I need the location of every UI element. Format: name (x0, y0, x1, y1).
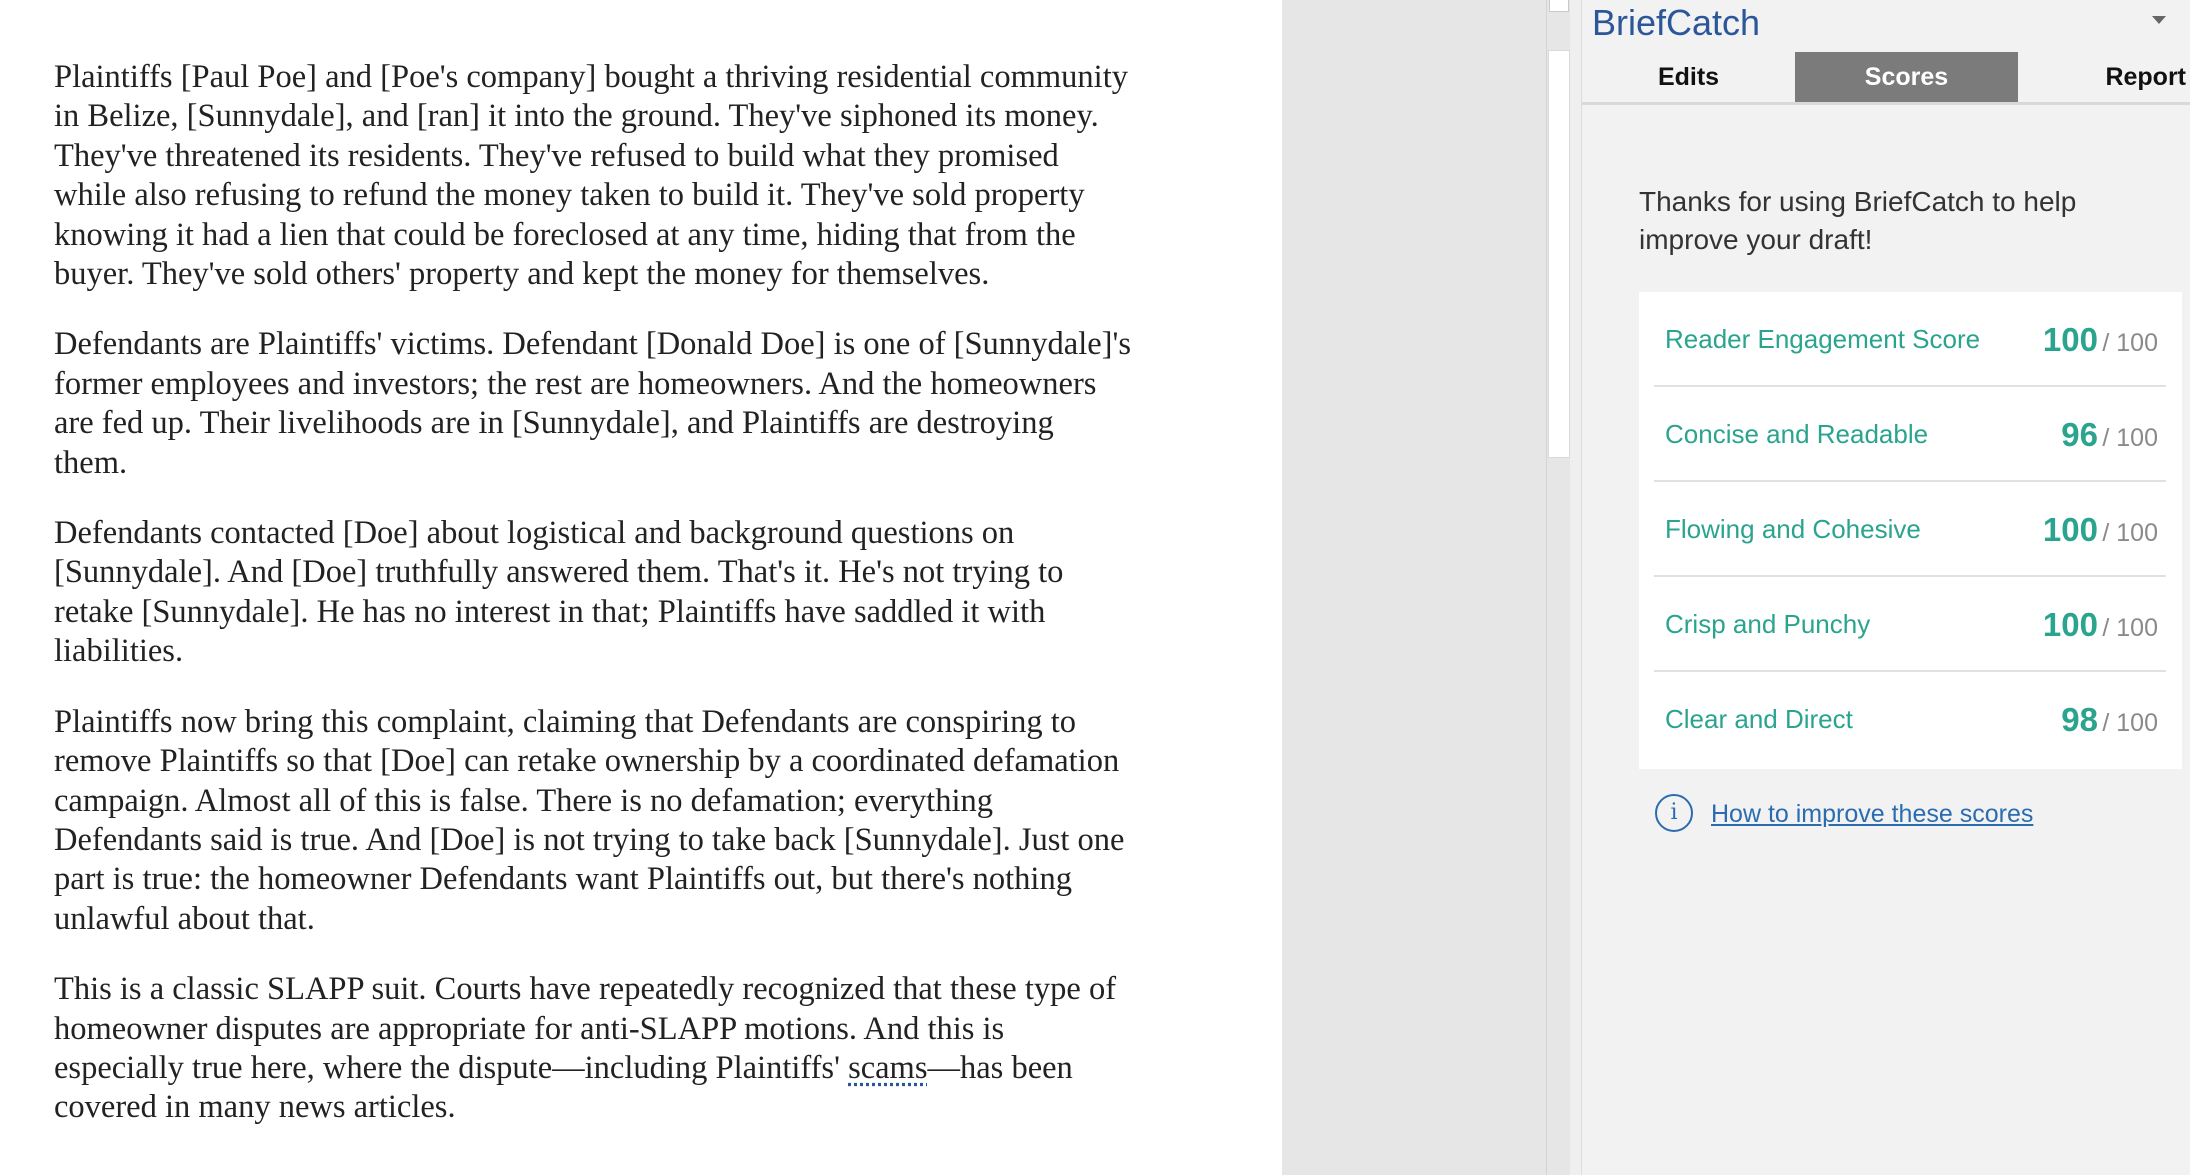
score-number: 96 (2061, 416, 2098, 453)
scroll-thumb[interactable] (1548, 50, 1570, 458)
paragraph-5-text-after: —has been covered in many news articles. (54, 1049, 1073, 1126)
page-margin-background (1282, 0, 1546, 1175)
score-label: Crisp and Punchy (1665, 609, 1871, 639)
score-number: 100 (2042, 511, 2098, 548)
intro-text: Thanks for using BriefCatch to help improve your draft! (1639, 186, 2077, 255)
scroll-up-button[interactable] (1549, 0, 1569, 12)
score-value (2043, 577, 2158, 679)
pane-title: BriefCatch (1592, 2, 1761, 43)
info-icon[interactable]: i (1655, 794, 1693, 832)
paragraph-5-text-before: This is a classic SLAPP suit. Courts have repeatedly recognized that these type of homeowner disputes are appropriate for anti-SLAPP motions. And this is especially true here, where the dispute—including Plaintiffs' (54, 971, 1117, 1086)
paragraph-3[interactable]: Defendants contacted [Doe] about logistical and background questions on [Sunnydale]. And [Doe] truthfully answered them. That's it. He's not trying to retake [Sunnydale]. He has no interest in that; Plaintiffs have saddled it with liabilities. (54, 515, 1064, 670)
score-row (1654, 292, 2166, 387)
score-row (1654, 672, 2166, 767)
score-label: Reader Engagement Score (1665, 324, 1981, 354)
score-max: / 100 (2102, 709, 2158, 737)
score-label: Flowing and Cohesive (1665, 514, 1921, 544)
pane-resize-handle[interactable] (1570, 0, 1582, 1175)
score-number: 98 (2061, 701, 2098, 738)
score-label: Clear and Direct (1665, 704, 1853, 734)
score-label: Concise and Readable (1665, 419, 1929, 449)
flagged-word[interactable]: scams (848, 1049, 928, 1086)
tab-edits[interactable]: Edits (1657, 63, 1720, 91)
score-row (1654, 482, 2166, 577)
tab-scores[interactable]: Scores (1795, 52, 2018, 102)
score-number: 100 (2042, 606, 2098, 643)
score-max: / 100 (2102, 329, 2158, 357)
paragraph-1[interactable]: Plaintiffs [Paul Poe] and [Poe's company] bought a thriving residential community in Belize, [Sunnydale], and [ran] it into the ground. They've siphoned its money. They've threatened its residents. They've refused to build what they promised while also refusing to refund the money taken to build it. They've sold property knowing it had a lien that could be foreclosed at any time, hiding that from the buyer. They've sold others' property and kept the money for themselves. (54, 59, 1128, 293)
paragraph-2[interactable]: Defendants are Plaintiffs' victims. Defendant [Donald Doe] is one of [Sunnydale]'s former employees and investors; the rest are homeowners. And the homeowners are fed up. Their livelihoods are in [Sunnydale], and Plaintiffs are destroying them. (54, 326, 1132, 481)
scores-card (1639, 292, 2182, 769)
score-number: 100 (2042, 321, 2098, 358)
tab-bar (1582, 50, 2190, 105)
score-value (2061, 672, 2158, 774)
chevron-down-icon[interactable] (2150, 10, 2170, 30)
tab-report[interactable]: Report (2105, 63, 2186, 91)
score-value (2061, 387, 2158, 489)
score-max: / 100 (2102, 519, 2158, 547)
score-value (2043, 292, 2158, 394)
score-row (1654, 577, 2166, 672)
score-max: / 100 (2102, 424, 2158, 452)
document-scrollbar[interactable] (1546, 0, 1570, 1175)
score-row (1654, 387, 2166, 482)
paragraph-4[interactable]: Plaintiffs now bring this complaint, claiming that Defendants are conspiring to remove Plaintiffs so that [Doe] can retake ownership by a coordinated defamation campaign. Almost all of this is false. There is no defamation; everything Defendants said is true. And [Doe] is not trying to take back [Sunnydale]. Just one part is true: the homeowner Defendants want Plaintiffs out, but there's nothing unlawful about that. (54, 703, 1125, 937)
score-value (2043, 482, 2158, 584)
briefcatch-task-pane (1582, 0, 2190, 1175)
document-body[interactable] (54, 58, 1134, 1159)
score-max: / 100 (2102, 614, 2158, 642)
paragraph-5[interactable] (54, 970, 1134, 1128)
improve-scores-link[interactable]: How to improve these scores (1711, 800, 2034, 828)
